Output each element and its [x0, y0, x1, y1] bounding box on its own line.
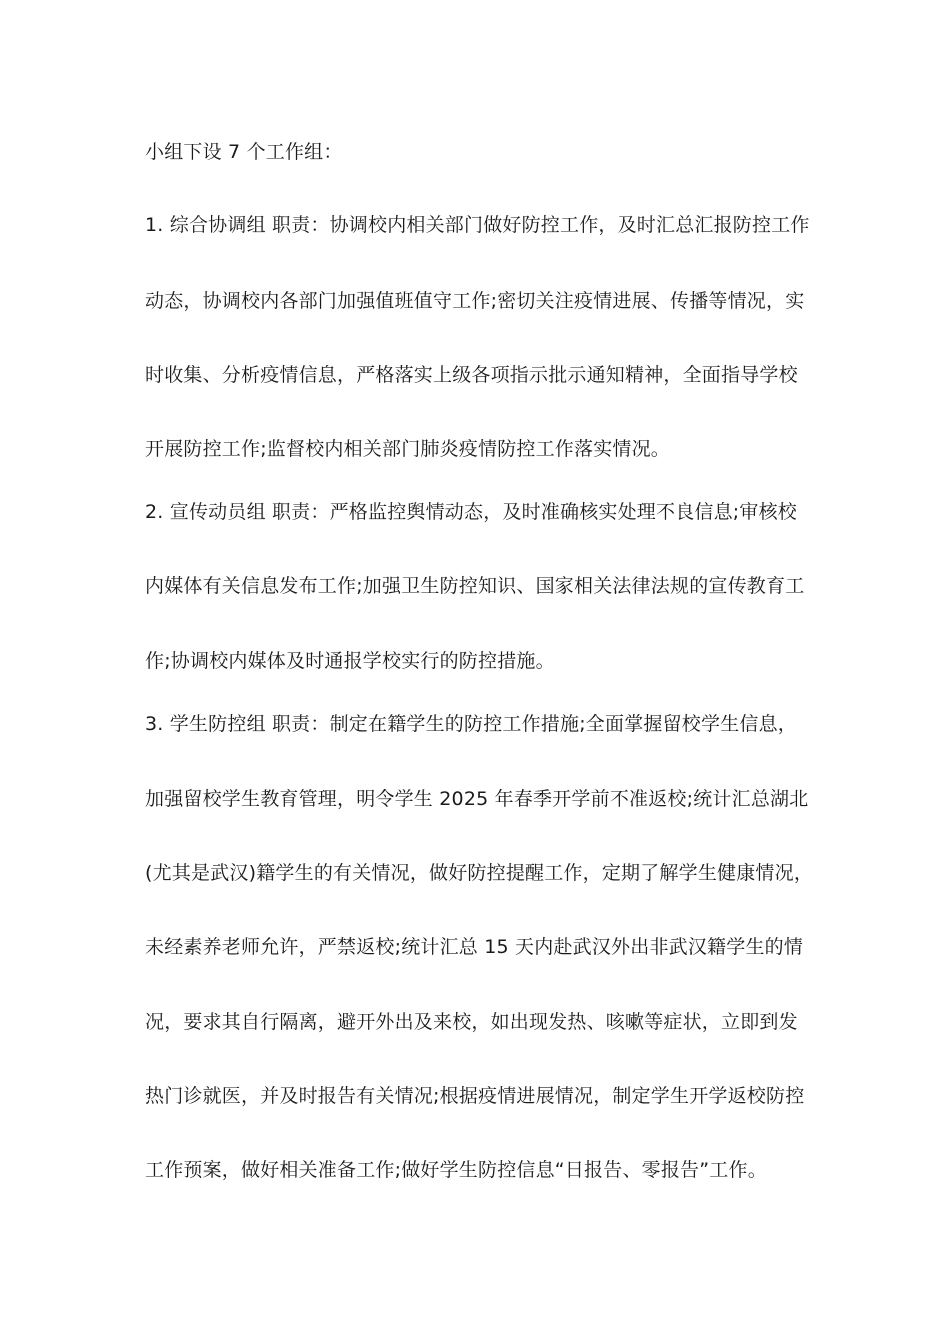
text-line-group2-body: 作;协调校内媒体及时通报学校实行的防控措施。 [145, 650, 555, 672]
text-line-group1-body: 时收集、分析疫情信息，严格落实上级各项指示批示通知精神，全面指导学校 [145, 364, 798, 386]
text-line-intro: 小组下设 7 个工作组： [145, 141, 343, 163]
text-line-group3-body: 况，要求其自行隔离，避开外出及来校，如出现发热、咳嗽等症状，立即到发 [145, 1011, 798, 1033]
text-line-group1-body: 开展防控工作;监督校内相关部门肺炎疫情防控工作落实情况。 [145, 438, 671, 460]
text-line-group2-heading: 2. 宣传动员组 职责：严格监控舆情动态，及时准确核实处理不良信息;审核校 [145, 501, 798, 523]
text-line-group3-body: 热门诊就医，并及时报告有关情况;根据疫情进展情况，制定学生开学返校防控 [145, 1085, 805, 1107]
text-line-group2-body: 内媒体有关信息发布工作;加强卫生防控知识、国家相关法律法规的宣传教育工 [145, 575, 805, 597]
text-line-group1-body: 动态，协调校内各部门加强值班值守工作;密切关注疫情进展、传播等情况，实 [145, 290, 805, 312]
text-line-group3-body: 未经素养老师允许，严禁返校;统计汇总 15 天内赴武汉外出非武汉籍学生的情 [145, 936, 804, 958]
text-line-group3-body: (尤其是武汉)籍学生的有关情况，做好防控提醒工作，定期了解学生健康情况， [145, 862, 814, 884]
text-line-group1-heading: 1. 综合协调组 职责：协调校内相关部门做好防控工作，及时汇总汇报防控工作 [145, 214, 810, 236]
text-line-group3-heading: 3. 学生防控组 职责：制定在籍学生的防控工作措施;全面掌握留校学生信息， [145, 713, 798, 735]
text-line-group3-body: 加强留校学生教育管理，明令学生 2025 年春季开学前不准返校;统计汇总湖北 [145, 788, 809, 810]
text-line-group3-body: 工作预案，做好相关准备工作;做好学生防控信息“日报告、零报告”工作。 [145, 1159, 767, 1181]
